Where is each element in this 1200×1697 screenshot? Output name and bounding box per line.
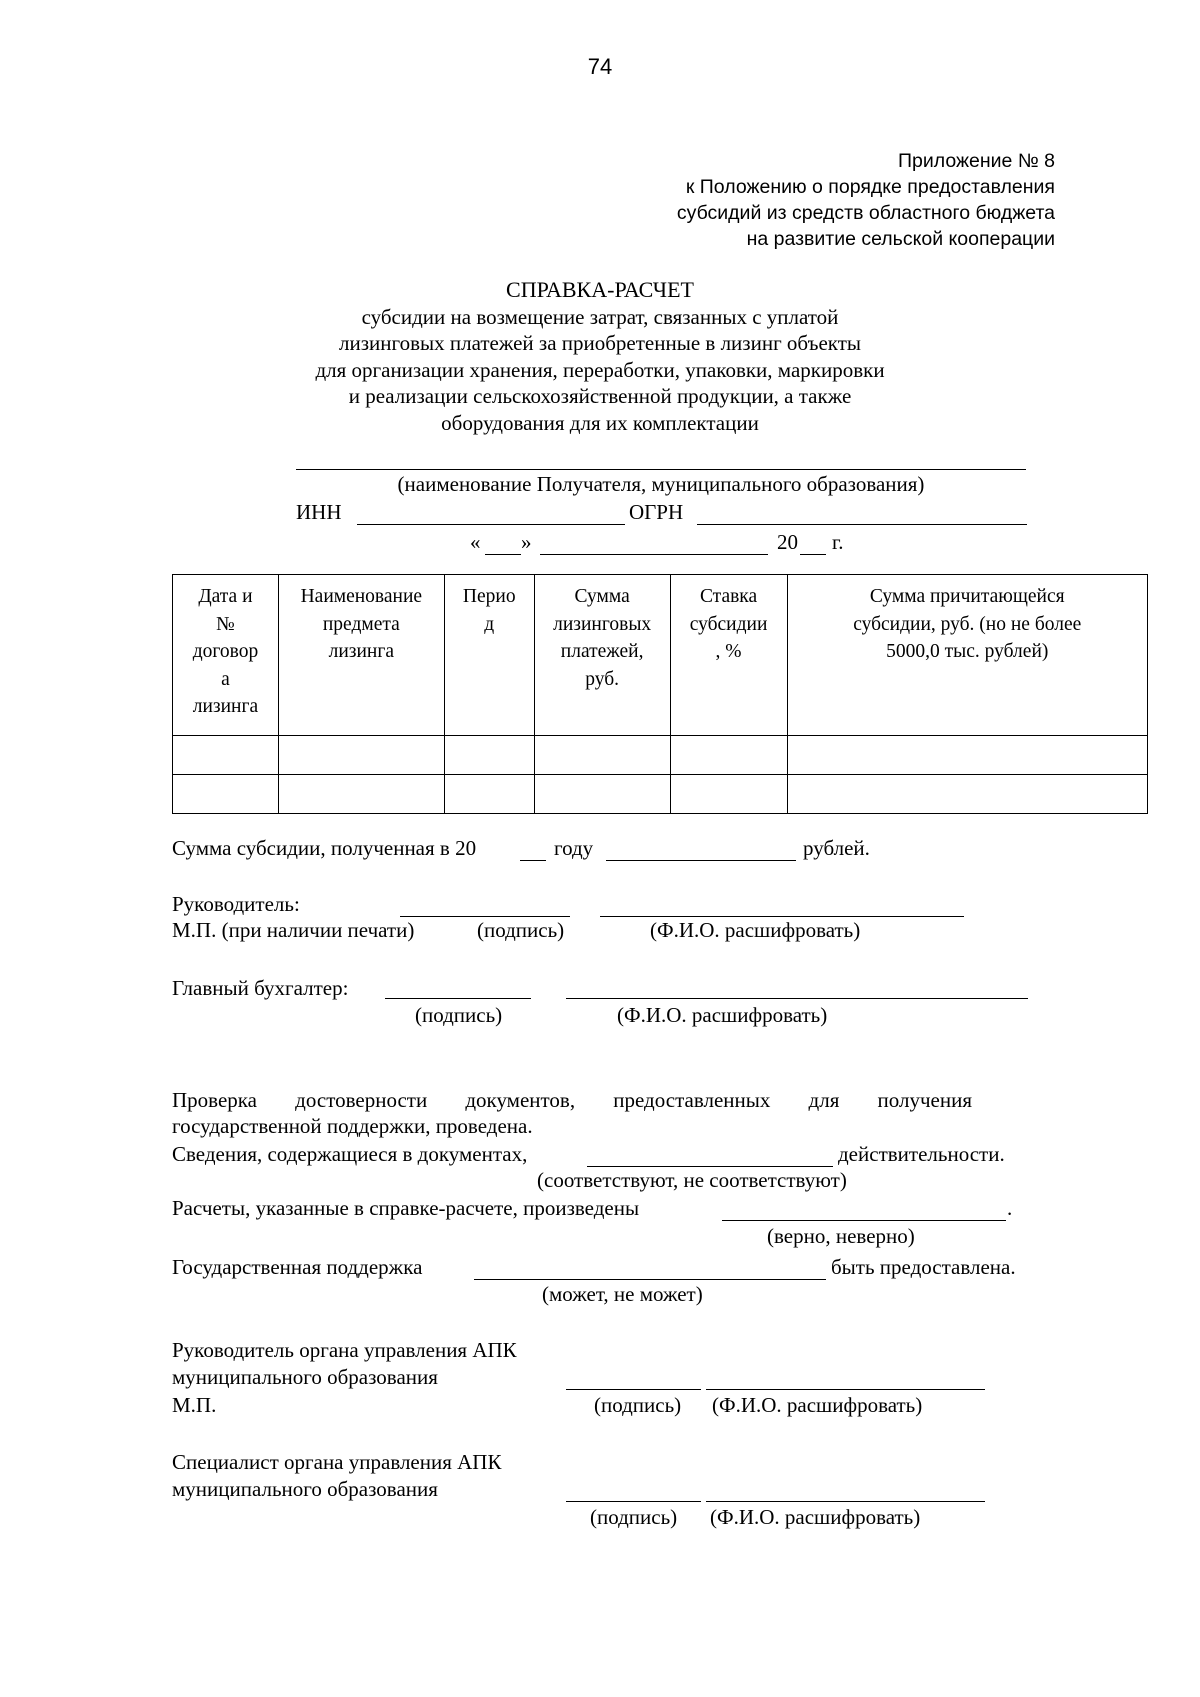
verification-text: Проверка достоверности документов, предоставленных для получения [172,1088,972,1112]
table-cell[interactable] [444,736,534,775]
appendix-line: Приложение № 8 [898,150,1055,172]
apk-head-signature-field[interactable] [566,1389,701,1390]
column-header-payments: Сумма лизинговых платежей, руб. [534,575,670,736]
subtitle-line: для организации хранения, переработки, упаковки, маркировки [315,357,885,382]
appendix-header [677,148,1055,252]
table-cell[interactable] [787,736,1148,775]
table-header-row [173,575,1148,736]
date-open-quote: « [470,530,481,554]
calc-suffix: . [1007,1196,1013,1220]
apk-head-stamp-label: М.П. [172,1393,217,1417]
date-year-prefix: 20 [777,530,798,554]
subsidy-currency-label: рублей. [803,836,870,860]
document-title-block [0,277,1200,436]
column-header-contract: Дата и № договор а лизинга [173,575,279,736]
table-cell[interactable] [278,736,444,775]
apk-head-name-field[interactable] [706,1389,985,1390]
head-name-field[interactable] [600,916,964,917]
chief-accountant-name-caption: (Ф.И.О. расшифровать) [617,1003,828,1027]
inn-label: ИНН [296,500,342,524]
chief-accountant-name-field[interactable] [566,998,1028,999]
apk-specialist-signature-caption: (подпись) [590,1505,678,1529]
appendix-line: субсидий из средств областного бюджета [676,202,1055,224]
info-conformity-field[interactable] [587,1166,833,1167]
column-header-subsidy-amount: Сумма причитающейся субсидии, руб. (но не более 5000,0 тыс. рублей) [787,575,1148,736]
subtitle-line: и реализации сельскохозяйственной продукции, а также [348,384,852,408]
table-cell[interactable] [173,736,279,775]
apk-head-label: муниципального образования [172,1365,438,1389]
apk-specialist-label: муниципального образования [172,1477,438,1501]
apk-specialist-label: Специалист органа управления АПК [172,1450,502,1474]
date-year-suffix: г. [832,530,844,554]
table-cell[interactable] [670,775,787,814]
table-cell[interactable] [534,775,670,814]
recipient-name-line[interactable] [296,469,1026,470]
document-title: СПРАВКА-РАСЧЕТ [506,277,694,302]
info-caption: (соответствуют, не соответствуют) [537,1168,847,1192]
apk-head-signature-caption: (подпись) [594,1393,682,1417]
date-year-field[interactable] [800,554,826,555]
inn-field[interactable] [357,524,625,525]
recipient-caption: (наименование Получателя, муниципального образования) [397,472,925,496]
table-row [173,775,1148,814]
subtitle-line: субсидии на возмещение затрат, связанных с уплатой [361,304,839,329]
leasing-table [172,574,1148,814]
table-cell[interactable] [787,775,1148,814]
apk-specialist-name-caption: (Ф.И.О. расшифровать) [710,1505,921,1529]
date-close-quote: » [521,530,532,554]
appendix-line: на развитие сельской кооперации [746,228,1055,250]
head-stamp-label: М.П. (при наличии печати) [172,918,415,942]
support-suffix: быть предоставлена. [831,1255,1016,1279]
apk-specialist-signature-field[interactable] [566,1501,701,1502]
appendix-line: к Положению о порядке предоставления [685,176,1055,198]
subtitle-line: лизинговых платежей за приобретенные в лизинг объекты [339,331,861,355]
chief-accountant-signature-caption: (подпись) [415,1003,503,1027]
verification-text: государственной поддержки, проведена. [172,1114,533,1138]
subsidy-received-label: Сумма субсидии, полученная в 20 [172,836,477,860]
subsidy-year-word: году [554,836,594,860]
apk-head-label: Руководитель органа управления АПК [172,1338,517,1362]
support-label: Государственная поддержка [172,1255,423,1279]
support-caption: (может, не может) [542,1282,703,1306]
table-cell[interactable] [173,775,279,814]
chief-accountant-signature-field[interactable] [385,998,531,999]
calc-correctness-field[interactable] [722,1220,1006,1221]
date-day-field[interactable] [485,554,521,555]
apk-specialist-name-field[interactable] [706,1501,985,1502]
calc-caption: (верно, неверно) [767,1224,915,1248]
date-month-field[interactable] [540,554,768,555]
column-header-rate: Ставка субсидии , % [670,575,787,736]
head-signature-field[interactable] [400,916,570,917]
info-suffix: действительности. [838,1142,1005,1166]
column-header-period: Перио д [444,575,534,736]
table-cell[interactable] [444,775,534,814]
chief-accountant-label: Главный бухгалтер: [172,976,349,1000]
page-number: 74 [587,54,613,79]
info-label: Сведения, содержащиеся в документах, [172,1142,528,1166]
table-cell[interactable] [670,736,787,775]
head-name-caption: (Ф.И.О. расшифровать) [650,918,861,942]
head-signature-caption: (подпись) [477,918,565,942]
column-header-subject: Наименование предмета лизинга [278,575,444,736]
table-cell[interactable] [278,775,444,814]
support-decision-field[interactable] [474,1279,826,1280]
apk-head-name-caption: (Ф.И.О. расшифровать) [712,1393,923,1417]
subsidy-year-field[interactable] [520,860,546,861]
table-cell[interactable] [534,736,670,775]
calc-label: Расчеты, указанные в справке-расчете, произведены [172,1196,640,1220]
ogrn-label: ОГРН [629,500,684,524]
table-row [173,736,1148,775]
subtitle-line: оборудования для их комплектации [441,410,759,435]
head-label: Руководитель: [172,892,300,916]
subsidy-amount-field[interactable] [606,860,796,861]
ogrn-field[interactable] [697,524,1027,525]
